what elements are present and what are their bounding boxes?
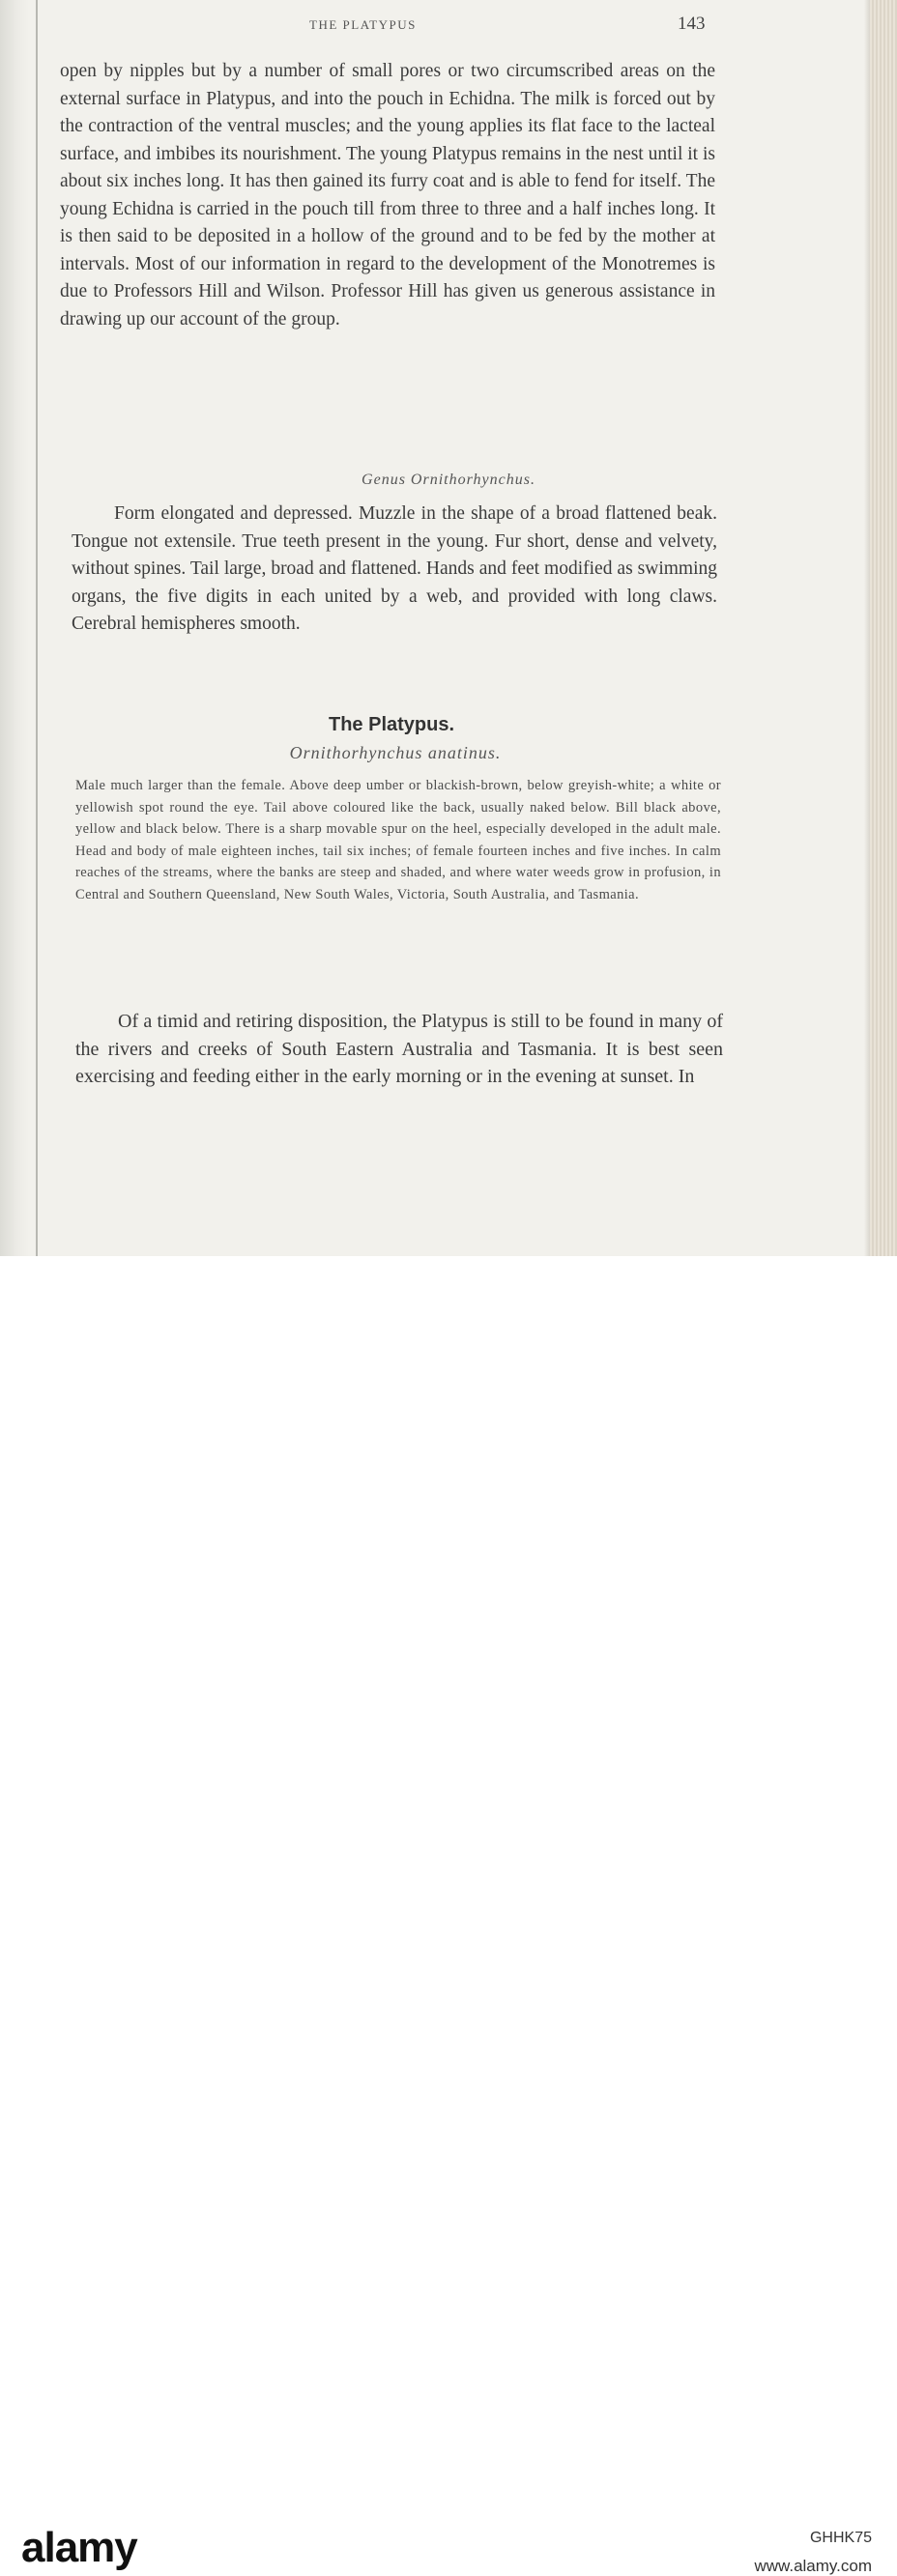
running-title: THE PLATYPUS <box>309 17 417 32</box>
page-gutter <box>0 0 29 1256</box>
page-number: 143 <box>678 14 706 34</box>
image-id: GHHK75 <box>809 2530 872 2546</box>
species-description: Male much larger than the female. Above deep umber or blackish-brown, below greyish-white; a white or yellowish spot round the eye. Tail above coloured like the back, usually naked below. Bill black above, yellow and black below. There is a sharp movable spur on the heel, especially developed in the adult male. Head and body of male eighteen inches, tail six inches; of female fourteen inches and five inches. In calm reaches of the streams, where the banks are steep and shaded, and where water weeds grow in profusion, in Central and Southern Queensland, New South Wales, Victoria, South Australia, and Tasmania. <box>75 778 721 902</box>
watermark-bar <box>0 1256 897 2575</box>
alamy-logo: alamy <box>21 2524 137 2571</box>
paragraph-continuation: open by nipples but by a number of small pores or two circumscribed areas on the external surface in Platypus, and into the pouch in Echidna. The milk is forced out by the contraction of the ventral muscles; and the young applies its flat face to the lacteal surface, and imbibes its nourishment. The young Platypus remains in the nest until it is about six inches long. It has then gained its furry coat and is able to fend for itself. The young Echidna is carried in the pouch till from three to three and a half inches long. It is then said to be deposited in a hollow of the ground and to be fed by the mother at intervals. Most of our information in regard to the development of the Monotremes is due to Professors Hill and Wilson. Professor Hill has given us generous assistance in drawing up our account of the group. <box>60 61 715 329</box>
book-page <box>0 0 897 1256</box>
paragraph-habits: Of a timid and retiring disposition, the Platypus is still to be found in many of the rivers and creeks of South Eastern Australia and Tasmania. It is best seen exercising and feeding either in the early morning or in the evening at sunset. In <box>75 1011 723 1087</box>
gutter-line <box>36 0 38 1256</box>
genus-description: Form elongated and depressed. Muzzle in the shape of a broad flattened beak. Tongue not extensile. True teeth present in the young. Fur short, dense and velvety, without spines. Tail large, broad and flattened. Hands and feet modified as swimming organs, the five digits in each united by a web, and provided with long claws. Cerebral hemispheres smooth. <box>72 503 717 634</box>
species-name: Ornithorhynchus anatinus. <box>289 743 502 762</box>
watermark-url: www.alamy.com <box>754 2557 872 2575</box>
page-stack-edge <box>870 0 897 1256</box>
genus-heading: Genus Ornithorhynchus. <box>362 472 535 488</box>
section-title: The Platypus. <box>328 714 455 735</box>
